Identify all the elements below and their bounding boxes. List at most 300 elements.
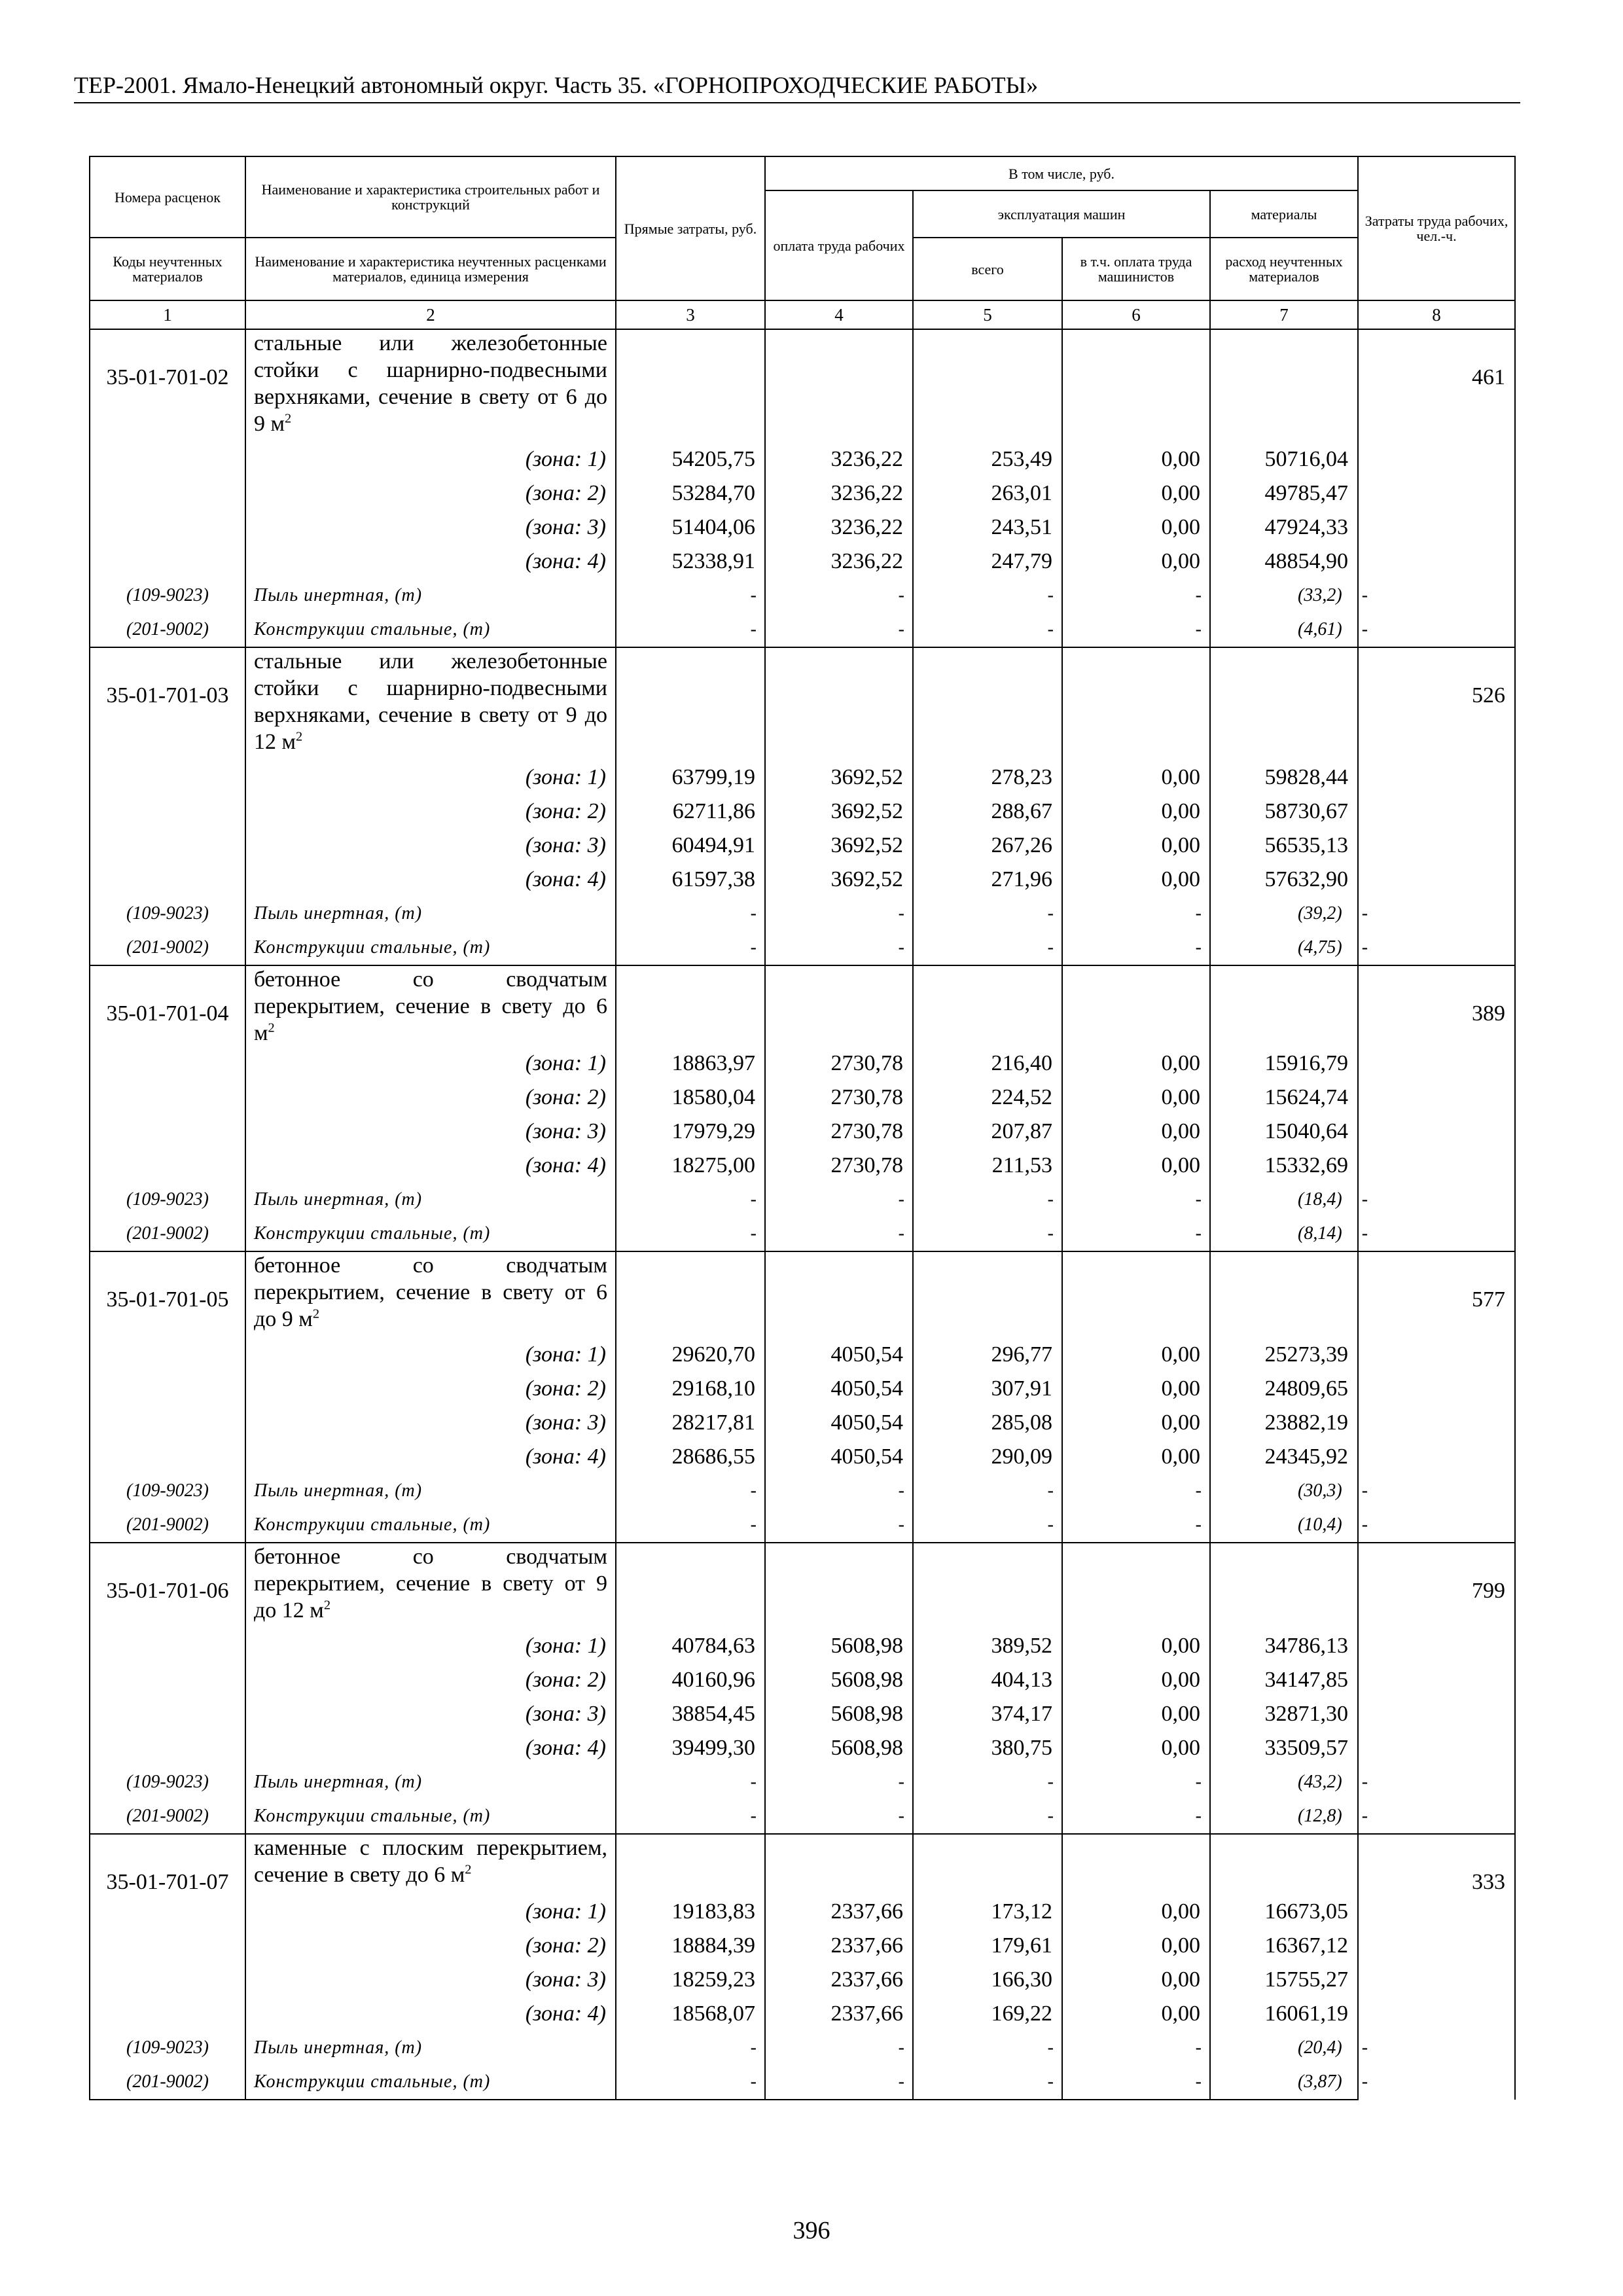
zone-row — [90, 863, 1515, 897]
direct-cost: 18580,04 — [616, 1081, 765, 1115]
machines-total: 224,52 — [913, 1081, 1062, 1115]
rate-description-text: стальные или железобетонные стойки с шарнирно-подвесными верхняками, сечение в свету от 9 до 12 м — [254, 649, 607, 754]
material-row — [90, 1508, 1515, 1543]
worker-pay: 2337,66 — [765, 1929, 913, 1963]
machinist-pay: 0,00 — [1062, 1115, 1210, 1149]
worker-pay: 4050,54 — [765, 1338, 913, 1372]
direct-cost: 18259,23 — [616, 1963, 765, 1997]
zone-label: (зона: 2) — [245, 476, 616, 511]
dash-cell: - — [765, 1799, 913, 1834]
rate-description-text: стальные или железобетонные стойки с шарнирно-подвесными верхняками, сечение в свету от 6 до 9 м — [254, 331, 607, 436]
zone-label: (зона: 2) — [245, 1081, 616, 1115]
dash-cell: - — [765, 1765, 913, 1799]
materials-cost: 15916,79 — [1210, 1047, 1358, 1081]
dash-cell: - — [913, 613, 1062, 647]
machinist-pay: 0,00 — [1062, 545, 1210, 579]
dash-cell: - — [1062, 2031, 1210, 2065]
dash-cell: - — [1062, 1799, 1210, 1834]
head-including: В том числе, руб. — [765, 156, 1358, 190]
zone-label: (зона: 3) — [245, 1697, 616, 1731]
page-number: 396 — [793, 2217, 830, 2244]
direct-cost: 53284,70 — [616, 476, 765, 511]
zone-row — [90, 1338, 1515, 1372]
rate-description-text: каменные с плоским перекрытием, сечение в свету до 6 м — [254, 1836, 607, 1887]
material-code: (201-9002) — [90, 1217, 245, 1251]
zone-label: (зона: 3) — [245, 1406, 616, 1440]
machinist-pay: 0,00 — [1062, 1663, 1210, 1697]
materials-cost: 15040,64 — [1210, 1115, 1358, 1149]
material-row — [90, 1765, 1515, 1799]
zone-row — [90, 1047, 1515, 1081]
dash-cell: - — [1361, 1772, 1368, 1792]
material-code: (109-9023) — [90, 897, 245, 931]
material-row — [90, 1183, 1515, 1217]
worker-pay: 2337,66 — [765, 1895, 913, 1929]
machinist-pay: 0,00 — [1062, 1081, 1210, 1115]
head-col6: в т.ч. оплата труда машинистов — [1062, 238, 1210, 300]
machines-total: 179,61 — [913, 1929, 1062, 1963]
materials-cost: 57632,90 — [1210, 863, 1358, 897]
machinist-pay: 0,00 — [1062, 1731, 1210, 1765]
direct-cost: 61597,38 — [616, 863, 765, 897]
rate-description — [245, 965, 616, 1047]
material-row — [90, 1474, 1515, 1508]
machines-total: 216,40 — [913, 1047, 1062, 1081]
material-code: (109-9023) — [90, 579, 245, 613]
dash-cell: - — [1062, 931, 1210, 965]
direct-cost: 52338,91 — [616, 545, 765, 579]
rate-row — [90, 647, 1515, 761]
rate-code: 35-01-701-02 — [90, 329, 245, 442]
material-name: Пыль инертная, (т) — [245, 579, 616, 613]
dash-cell: - — [1062, 1474, 1210, 1508]
machinist-pay: 0,00 — [1062, 1895, 1210, 1929]
dash-cell: - — [616, 1217, 765, 1251]
materials-cost: 16367,12 — [1210, 1929, 1358, 1963]
material-quantity: (18,4) - — [1210, 1183, 1358, 1217]
zone-label: (зона: 1) — [245, 1629, 616, 1663]
zone-label: (зона: 4) — [245, 863, 616, 897]
worker-pay: 3692,52 — [765, 761, 913, 795]
direct-cost: 28686,55 — [616, 1440, 765, 1474]
col-number: 4 — [765, 300, 913, 329]
machinist-pay: 0,00 — [1062, 795, 1210, 829]
machines-total: 278,23 — [913, 761, 1062, 795]
rate-description — [245, 329, 616, 442]
material-quantity: (12,8) - — [1210, 1799, 1358, 1834]
zone-label: (зона: 3) — [245, 1963, 616, 1997]
direct-cost: 29620,70 — [616, 1338, 765, 1372]
dash-cell: - — [616, 1183, 765, 1217]
zone-label: (зона: 4) — [245, 1997, 616, 2031]
material-name: Пыль инертная, (т) — [245, 1765, 616, 1799]
material-quantity: (20,4) - — [1210, 2031, 1358, 2065]
machinist-pay: 0,00 — [1062, 511, 1210, 545]
material-name: Конструкции стальные, (т) — [245, 2065, 616, 2100]
col-number: 6 — [1062, 300, 1210, 329]
dash-cell: - — [913, 931, 1062, 965]
dash-cell: - — [765, 931, 913, 965]
materials-cost: 49785,47 — [1210, 476, 1358, 511]
worker-pay: 3236,22 — [765, 545, 913, 579]
head-col2-top: Наименование и характеристика строительных работ и конструкций — [245, 156, 616, 238]
machinist-pay: 0,00 — [1062, 1338, 1210, 1372]
machines-total: 263,01 — [913, 476, 1062, 511]
page-header: ТЕР-2001. Ямало-Ненецкий автономный округ. Часть 35. «ГОРНОПРОХОДЧЕСКИЕ РАБОТЫ» — [74, 71, 1520, 103]
zone-row — [90, 442, 1515, 476]
column-numbers-row — [90, 300, 1515, 329]
materials-cost: 16061,19 — [1210, 1997, 1358, 2031]
zone-label: (зона: 2) — [245, 795, 616, 829]
zone-label: (зона: 3) — [245, 1115, 616, 1149]
machines-total: 288,67 — [913, 795, 1062, 829]
rate-row — [90, 1834, 1515, 1895]
materials-cost: 58730,67 — [1210, 795, 1358, 829]
direct-cost: 28217,81 — [616, 1406, 765, 1440]
labor-cost: 799 — [1358, 1543, 1515, 1834]
material-code: (201-9002) — [90, 1508, 245, 1543]
machinist-pay: 0,00 — [1062, 829, 1210, 863]
dash-cell: - — [765, 2031, 913, 2065]
material-code: (201-9002) — [90, 931, 245, 965]
zone-row — [90, 1440, 1515, 1474]
rate-row — [90, 1251, 1515, 1338]
materials-cost: 56535,13 — [1210, 829, 1358, 863]
dash-cell: - — [616, 1508, 765, 1543]
machines-total: 207,87 — [913, 1115, 1062, 1149]
table-head — [90, 156, 1515, 329]
materials-cost: 32871,30 — [1210, 1697, 1358, 1731]
head-col4: оплата труда рабочих — [765, 190, 913, 300]
worker-pay: 2730,78 — [765, 1149, 913, 1183]
dash-cell: - — [765, 613, 913, 647]
dash-cell: - — [1361, 903, 1368, 924]
material-code: (201-9002) — [90, 2065, 245, 2100]
materials-cost: 23882,19 — [1210, 1406, 1358, 1440]
machines-total: 307,91 — [913, 1372, 1062, 1406]
rate-description-text: бетонное со сводчатым перекрытием, сечение в свету от 6 до 9 м — [254, 1253, 607, 1331]
worker-pay: 4050,54 — [765, 1372, 913, 1406]
dash-cell: - — [1062, 1508, 1210, 1543]
worker-pay: 2730,78 — [765, 1047, 913, 1081]
direct-cost: 18275,00 — [616, 1149, 765, 1183]
machinist-pay: 0,00 — [1062, 1372, 1210, 1406]
dash-cell: - — [1361, 1515, 1368, 1535]
dash-cell: - — [616, 2031, 765, 2065]
material-code: (109-9023) — [90, 1474, 245, 1508]
materials-cost: 33509,57 — [1210, 1731, 1358, 1765]
rate-description-text: бетонное со сводчатым перекрытием, сечение в свету до 6 м — [254, 967, 607, 1045]
zone-label: (зона: 1) — [245, 442, 616, 476]
worker-pay: 3692,52 — [765, 863, 913, 897]
rate-description — [245, 1834, 616, 1895]
worker-pay: 4050,54 — [765, 1440, 913, 1474]
machines-total: 389,52 — [913, 1629, 1062, 1663]
dash-cell: - — [1361, 619, 1368, 639]
machines-total: 166,30 — [913, 1963, 1062, 1997]
zone-row — [90, 545, 1515, 579]
material-row — [90, 2065, 1515, 2100]
unit-superscript: 2 — [285, 411, 292, 426]
worker-pay: 2337,66 — [765, 1963, 913, 1997]
rate-code: 35-01-701-06 — [90, 1543, 245, 1629]
direct-cost: 51404,06 — [616, 511, 765, 545]
rate-code: 35-01-701-07 — [90, 1834, 245, 1895]
dash-cell: - — [616, 1474, 765, 1508]
zone-label: (зона: 3) — [245, 829, 616, 863]
rate-description — [245, 1543, 616, 1629]
rate-row — [90, 329, 1515, 442]
direct-cost: 29168,10 — [616, 1372, 765, 1406]
zone-row — [90, 476, 1515, 511]
zone-row — [90, 1731, 1515, 1765]
machines-total: 173,12 — [913, 1895, 1062, 1929]
worker-pay: 2730,78 — [765, 1081, 913, 1115]
zone-label: (зона: 4) — [245, 1149, 616, 1183]
material-row — [90, 1799, 1515, 1834]
material-quantity: (4,75) - — [1210, 931, 1358, 965]
direct-cost: 62711,86 — [616, 795, 765, 829]
zone-row — [90, 1895, 1515, 1929]
materials-cost: 59828,44 — [1210, 761, 1358, 795]
head-col3: Прямые затраты, руб. — [616, 156, 765, 300]
materials-cost: 34147,85 — [1210, 1663, 1358, 1697]
rate-code: 35-01-701-04 — [90, 965, 245, 1047]
col-number: 8 — [1358, 300, 1515, 329]
materials-cost: 48854,90 — [1210, 545, 1358, 579]
material-quantity: (8,14) - — [1210, 1217, 1358, 1251]
zone-row — [90, 1149, 1515, 1183]
worker-pay: 3236,22 — [765, 476, 913, 511]
dash-cell: - — [1361, 1480, 1368, 1501]
dash-cell: - — [1062, 1217, 1210, 1251]
material-code: (109-9023) — [90, 2031, 245, 2065]
zone-label: (зона: 2) — [245, 1929, 616, 1963]
dash-cell: - — [1361, 1223, 1368, 1244]
machinist-pay: 0,00 — [1062, 1406, 1210, 1440]
zone-row — [90, 1663, 1515, 1697]
worker-pay: 3236,22 — [765, 511, 913, 545]
material-name: Пыль инертная, (т) — [245, 2031, 616, 2065]
zone-label: (зона: 1) — [245, 1895, 616, 1929]
price-table — [89, 156, 1516, 2100]
col-number: 3 — [616, 300, 765, 329]
machinist-pay: 0,00 — [1062, 761, 1210, 795]
direct-cost: 40784,63 — [616, 1629, 765, 1663]
machines-total: 211,53 — [913, 1149, 1062, 1183]
unit-superscript: 2 — [268, 1020, 275, 1035]
zone-label: (зона: 4) — [245, 545, 616, 579]
rate-description — [245, 1251, 616, 1338]
dash-cell: - — [1361, 2072, 1368, 2092]
machines-total: 404,13 — [913, 1663, 1062, 1697]
dash-cell: - — [913, 1799, 1062, 1834]
material-code: (109-9023) — [90, 1765, 245, 1799]
material-name: Конструкции стальные, (т) — [245, 1508, 616, 1543]
dash-cell: - — [913, 1217, 1062, 1251]
machinist-pay: 0,00 — [1062, 476, 1210, 511]
material-name: Конструкции стальные, (т) — [245, 1799, 616, 1834]
dash-cell: - — [1361, 937, 1368, 958]
dash-cell: - — [1062, 613, 1210, 647]
material-row — [90, 2031, 1515, 2065]
head-col5: всего — [913, 238, 1062, 300]
dash-cell: - — [765, 1217, 913, 1251]
dash-cell: - — [1361, 585, 1368, 605]
col-number: 7 — [1210, 300, 1358, 329]
worker-pay: 2730,78 — [765, 1115, 913, 1149]
machines-total: 271,96 — [913, 863, 1062, 897]
material-row — [90, 613, 1515, 647]
material-name: Пыль инертная, (т) — [245, 1474, 616, 1508]
zone-label: (зона: 1) — [245, 761, 616, 795]
machines-total: 253,49 — [913, 442, 1062, 476]
head-materials: материалы — [1210, 190, 1358, 238]
material-quantity: (10,4) - — [1210, 1508, 1358, 1543]
rate-code: 35-01-701-05 — [90, 1251, 245, 1338]
zone-row — [90, 761, 1515, 795]
dash-cell: - — [1062, 579, 1210, 613]
dash-cell: - — [765, 1474, 913, 1508]
direct-cost: 18884,39 — [616, 1929, 765, 1963]
machines-total: 285,08 — [913, 1406, 1062, 1440]
dash-cell: - — [616, 1765, 765, 1799]
zone-label: (зона: 3) — [245, 511, 616, 545]
head-col8: Затраты труда рабочих, чел.-ч. — [1358, 156, 1515, 300]
zone-row — [90, 1115, 1515, 1149]
dash-cell: - — [1361, 1806, 1368, 1826]
machinist-pay: 0,00 — [1062, 442, 1210, 476]
labor-cost: 577 — [1358, 1251, 1515, 1543]
dash-cell: - — [913, 579, 1062, 613]
material-name: Конструкции стальные, (т) — [245, 613, 616, 647]
rate-description — [245, 647, 616, 761]
rate-row — [90, 965, 1515, 1047]
material-quantity: (33,2) - — [1210, 579, 1358, 613]
dash-cell: - — [913, 1474, 1062, 1508]
worker-pay: 2337,66 — [765, 1997, 913, 2031]
col-number: 1 — [90, 300, 245, 329]
material-row — [90, 1217, 1515, 1251]
dash-cell: - — [765, 2065, 913, 2100]
head-col2-bottom: Наименование и характеристика неучтенных расценками материалов, единица измерения — [245, 238, 616, 300]
head-col1-bottom: Коды неучтенных материалов — [90, 238, 245, 300]
zone-row — [90, 1963, 1515, 1997]
dash-cell: - — [616, 1799, 765, 1834]
dash-cell: - — [765, 1508, 913, 1543]
labor-cost: 389 — [1358, 965, 1515, 1251]
dash-cell: - — [616, 931, 765, 965]
head-col7: расход неучтенных материалов — [1210, 238, 1358, 300]
rate-row — [90, 1543, 1515, 1629]
worker-pay: 3692,52 — [765, 829, 913, 863]
machinist-pay: 0,00 — [1062, 1440, 1210, 1474]
dash-cell: - — [913, 1183, 1062, 1217]
dash-cell: - — [913, 2031, 1062, 2065]
machines-total: 243,51 — [913, 511, 1062, 545]
zone-label: (зона: 2) — [245, 1372, 616, 1406]
material-name: Пыль инертная, (т) — [245, 897, 616, 931]
direct-cost: 18568,07 — [616, 1997, 765, 2031]
direct-cost: 63799,19 — [616, 761, 765, 795]
machinist-pay: 0,00 — [1062, 863, 1210, 897]
machinist-pay: 0,00 — [1062, 1997, 1210, 2031]
worker-pay: 4050,54 — [765, 1406, 913, 1440]
machines-total: 296,77 — [913, 1338, 1062, 1372]
zone-row — [90, 1081, 1515, 1115]
machines-total: 267,26 — [913, 829, 1062, 863]
dash-cell: - — [1361, 1189, 1368, 1210]
direct-cost: 40160,96 — [616, 1663, 765, 1697]
machines-total: 380,75 — [913, 1731, 1062, 1765]
dash-cell: - — [616, 613, 765, 647]
materials-cost: 47924,33 — [1210, 511, 1358, 545]
materials-cost: 15624,74 — [1210, 1081, 1358, 1115]
worker-pay: 5608,98 — [765, 1731, 913, 1765]
zone-row — [90, 1929, 1515, 1963]
worker-pay: 5608,98 — [765, 1663, 913, 1697]
table-body — [90, 329, 1515, 2100]
material-name: Конструкции стальные, (т) — [245, 931, 616, 965]
machinist-pay: 0,00 — [1062, 1149, 1210, 1183]
dash-cell: - — [765, 897, 913, 931]
dash-cell: - — [616, 579, 765, 613]
materials-cost: 25273,39 — [1210, 1338, 1358, 1372]
direct-cost: 39499,30 — [616, 1731, 765, 1765]
dash-cell: - — [913, 1508, 1062, 1543]
zone-row — [90, 1406, 1515, 1440]
dash-cell: - — [1062, 897, 1210, 931]
material-code: (109-9023) — [90, 1183, 245, 1217]
materials-cost: 34786,13 — [1210, 1629, 1358, 1663]
zone-row — [90, 1629, 1515, 1663]
machinist-pay: 0,00 — [1062, 1047, 1210, 1081]
materials-cost: 24345,92 — [1210, 1440, 1358, 1474]
dash-cell: - — [1062, 1183, 1210, 1217]
unit-superscript: 2 — [465, 1862, 472, 1877]
material-row — [90, 931, 1515, 965]
direct-cost: 38854,45 — [616, 1697, 765, 1731]
machines-total: 374,17 — [913, 1697, 1062, 1731]
dash-cell: - — [913, 1765, 1062, 1799]
material-row — [90, 897, 1515, 931]
machinist-pay: 0,00 — [1062, 1629, 1210, 1663]
material-row — [90, 579, 1515, 613]
zone-label: (зона: 1) — [245, 1047, 616, 1081]
labor-cost: 333 — [1358, 1834, 1515, 2100]
zone-row — [90, 1372, 1515, 1406]
dash-cell: - — [616, 897, 765, 931]
direct-cost: 19183,83 — [616, 1895, 765, 1929]
machinist-pay: 0,00 — [1062, 1963, 1210, 1997]
dash-cell: - — [1062, 1765, 1210, 1799]
materials-cost: 16673,05 — [1210, 1895, 1358, 1929]
worker-pay: 3236,22 — [765, 442, 913, 476]
col-number: 5 — [913, 300, 1062, 329]
machines-total: 290,09 — [913, 1440, 1062, 1474]
material-quantity: (39,2) - — [1210, 897, 1358, 931]
material-name: Пыль инертная, (т) — [245, 1183, 616, 1217]
machines-total: 247,79 — [913, 545, 1062, 579]
zone-row — [90, 1997, 1515, 2031]
dash-cell: - — [913, 2065, 1062, 2100]
material-quantity: (43,2) - — [1210, 1765, 1358, 1799]
worker-pay: 5608,98 — [765, 1629, 913, 1663]
material-quantity: (4,61) - — [1210, 613, 1358, 647]
rate-code: 35-01-701-03 — [90, 647, 245, 761]
head-machines: эксплуатация машин — [913, 190, 1210, 238]
unit-superscript: 2 — [323, 1598, 331, 1613]
